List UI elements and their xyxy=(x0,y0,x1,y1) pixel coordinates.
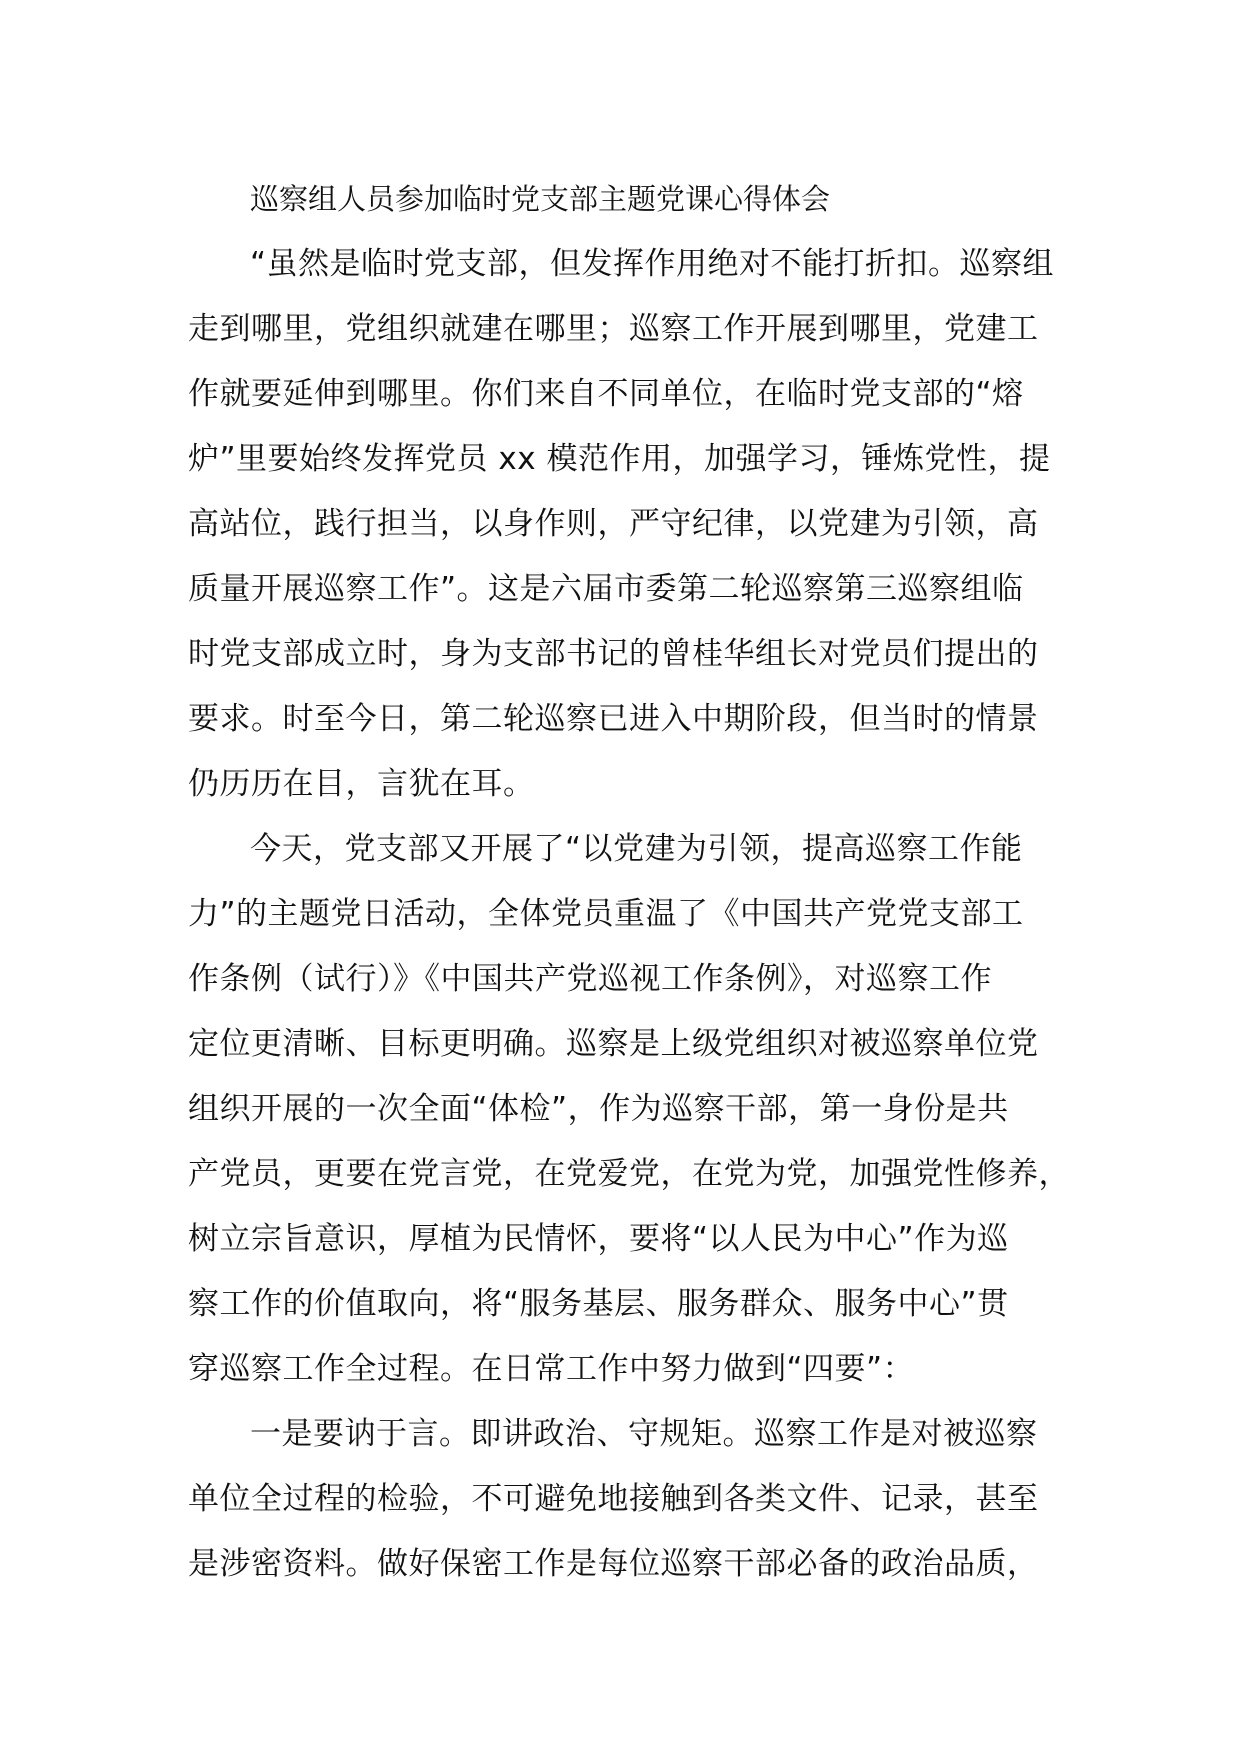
text-line: 作条例（试行）》《中国共产党巡视工作条例》，对巡察工作 xyxy=(188,961,992,997)
document-body xyxy=(188,166,1068,1597)
document-title: 巡察组人员参加临时党支部主题党课心得体会 xyxy=(250,182,831,216)
text-line: 走到哪里，党组织就建在哪里；巡察工作开展到哪里，党建工 xyxy=(188,311,1039,347)
text-line: 高站位，践行担当，以身作则，严守纪律，以党建为引领，高 xyxy=(188,506,1039,542)
text-line: 树立宗旨意识，厚植为民情怀，要将“以人民为中心”作为巡 xyxy=(188,1221,1009,1257)
paragraph-2 xyxy=(188,817,1068,1402)
text-line: 产党员，更要在党言党，在党爱党，在党为党，加强党性修养， xyxy=(188,1156,1070,1192)
text-line: 时党支部成立时，身为支部书记的曾桂华组长对党员们提出的 xyxy=(188,636,1039,672)
text-line: 质量开展巡察工作”。这是六届市委第二轮巡察第三巡察组临 xyxy=(188,571,1024,607)
text-line: 单位全过程的检验，不可避免地接触到各类文件、记录，甚至 xyxy=(188,1481,1039,1517)
text-line: 今天，党支部又开展了“以党建为引领，提高巡察工作能 xyxy=(250,831,1023,867)
text-line: 要求。时至今日，第二轮巡察已进入中期阶段，但当时的情景 xyxy=(188,701,1039,737)
text-line: 作就要延伸到哪里。你们来自不同单位，在临时党支部的“熔 xyxy=(188,376,1024,412)
text-line: “虽然是临时党支部，但发挥作用绝对不能打折扣。巡察组 xyxy=(250,246,1055,282)
text-line: 定位更清晰、目标更明确。巡察是上级党组织对被巡察单位党 xyxy=(188,1026,1039,1062)
text-line: 是涉密资料。做好保密工作是每位巡察干部必备的政治品质， xyxy=(188,1546,1039,1582)
paragraph-3 xyxy=(188,1402,1068,1597)
text-line: 组织开展的一次全面“体检”，作为巡察干部，第一身份是共 xyxy=(188,1091,1009,1127)
text-line: 一是要讷于言。即讲政治、守规矩。巡察工作是对被巡察 xyxy=(250,1416,1038,1452)
paragraph-1 xyxy=(188,232,1068,817)
text-line: 穿巡察工作全过程。在日常工作中努力做到“四要”： xyxy=(188,1351,915,1387)
text-line: 仍历历在目，言犹在耳。 xyxy=(188,766,535,802)
text-line: 力”的主题党日活动，全体党员重温了《中国共产党党支部工 xyxy=(188,896,1024,932)
text-line: 炉”里要始终发挥党员 xx 模范作用，加强学习，锤炼党性，提 xyxy=(188,441,1051,477)
text-line: 察工作的价值取向，将“服务基层、服务群众、服务中心”贯 xyxy=(188,1286,1009,1322)
